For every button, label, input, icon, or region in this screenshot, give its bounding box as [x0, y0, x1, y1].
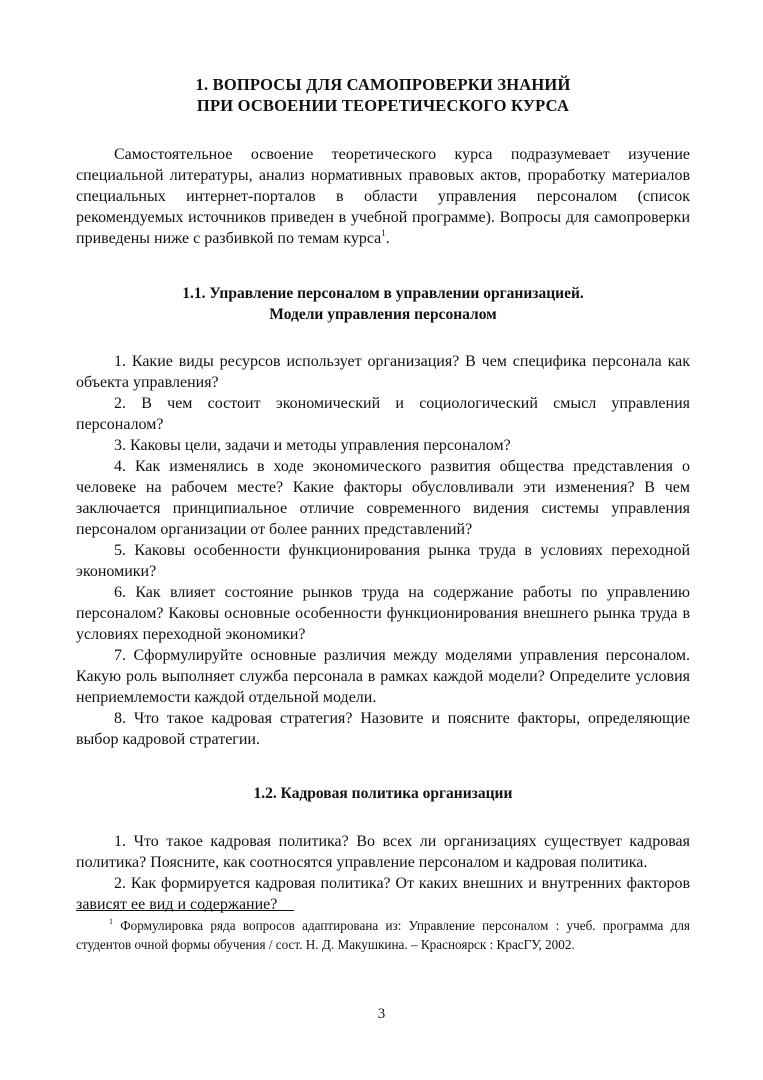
question-item: 1. Что такое кадровая политика? Во всех ли организациях существует кадровая политика? Поясните, как соотносятся управление персоналом и кадровая политика.: [76, 833, 690, 871]
footnote-text: Формулировка ряда вопросов адаптирована из: Управление персоналом : учеб. программа для студентов очной формы обучения / сост. Н. Д. Макушкина. – Красноярск : КрасГУ, 2002.: [76, 918, 690, 952]
question-item: 4. Как изменялись в ходе экономического развития общества представления о человеке на рабочем месте? Какие факторы обусловливали эти изменения? В чем заключается принципиальное отличие современного видения системы управления персоналом организации от более ранних представлений?: [76, 458, 690, 538]
question-item: 6. Как влияет состояние рынков труда на содержание работы по управлению персоналом? Каковы основные особенности функционирования внешнего рынка труда в условиях переходной экономики?: [76, 584, 690, 643]
section-1-1-questions: [76, 351, 690, 750]
question-item: 5. Каковы особенности функционирования рынка труда в условиях переходной экономики?: [76, 542, 690, 580]
question-item: 2. В чем состоит экономический и социологический смысл управления персоналом?: [76, 395, 690, 433]
section-1-2-questions: [76, 831, 690, 915]
section-1-2-title: 1.2. Кадровая политика организации: [253, 785, 513, 802]
intro-paragraph: [76, 144, 690, 249]
section-1-1-title-line1: 1.1. Управление персоналом в управлении организацией.: [182, 285, 584, 302]
section-1-1-title: [76, 283, 690, 325]
question-item: 3. Каковы цели, задачи и методы управления персоналом?: [114, 437, 511, 454]
footnote-mark: 1: [109, 917, 113, 926]
chapter-heading-line1: 1. ВОПРОСЫ ДЛЯ САМОПРОВЕРКИ ЗНАНИЙ: [195, 75, 571, 94]
page-body: [76, 74, 690, 915]
chapter-heading-line2: ПРИ ОСВОЕНИИ ТЕОРЕТИЧЕСКОГО КУРСА: [196, 96, 570, 115]
footnote-separator: [76, 910, 294, 911]
question-item: 2. Как формируется кадровая политика? От каких внешних и внутренних факторов зависят ее вид и содержание?: [76, 875, 690, 913]
intro-end: .: [385, 230, 390, 247]
question-item: 1. Какие виды ресурсов использует организация? В чем специфика персонала как объекта управления?: [76, 353, 690, 391]
chapter-heading: [76, 74, 690, 116]
footnote-reference[interactable]: 1: [381, 228, 386, 238]
section-1-1-title-line2: Модели управления персоналом: [269, 306, 497, 323]
question-item: 8. Что такое кадровая стратегия? Назовите и поясните факторы, определяющие выбор кадровой стратегии.: [76, 710, 690, 748]
footnote: [76, 916, 690, 954]
page-number: 3: [377, 1006, 386, 1022]
question-item: 7. Сформулируйте основные различия между моделями управления персоналом. Какую роль выполняет служба персонала в рамках каждой модели? Определите условия неприемлемости каждой отдельной модели.: [76, 647, 690, 706]
intro-text: Самостоятельное освоение теоретического курса подразумевает изучение специальной литературы, анализ нормативных правовых актов, проработку материалов специальных интернет-порталов в области управления персоналом (список рекомендуемых источников приведен в учебной программе). Вопросы для самопроверки приведены ниже с разбивкой по темам курса: [76, 146, 690, 247]
